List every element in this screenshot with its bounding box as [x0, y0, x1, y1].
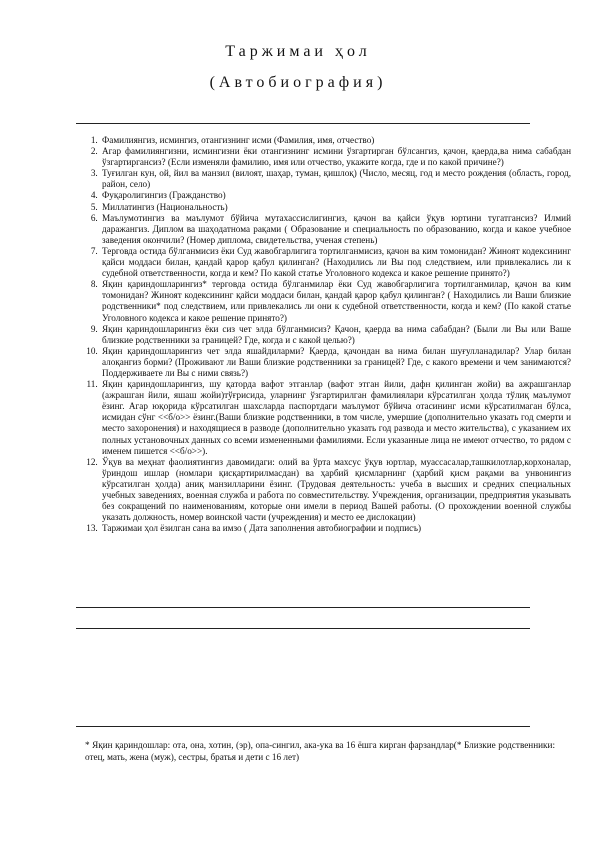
list-item: 13. Таржимаи ҳол ёзилган сана ва имзо ( Дата заполнения автобиографии и подписъ) — [100, 523, 571, 534]
signature-line — [76, 607, 530, 608]
questionnaire-list — [76, 135, 571, 534]
title-divider — [76, 123, 530, 124]
list-item: 7. Терговда остида бўлганмисиз ёки Суд жавобгарлигига тортилганмисиз, қачон ва ким томонидан? Жиноят кодексининг қайси моддаси билан, қандай қарор қабул қилинган? (Находились ли Вы под следствием, или привлекались ли к судебной ответственности, когда и кем? По какой статье Уголовного кодекса и какое решение принято?) — [100, 246, 571, 279]
list-item: 3. Туғилган кун, ой, йил ва манзил (вилоят, шаҳар, туман, қишлоқ) (Число, месяц, год и место рождения (область, город, район, село) — [100, 168, 571, 190]
list-item: 10. Яқин қариндошларингиз чет элда яшайдиларми? Қаерда, қачондан ва нима билан шуғулланадилар? Улар билан алоқангиз борми? (Проживают ли Ваши близкие родственники за границей? Где, с какого времени и чем занимаются? Поддерживаете ли Вы с ними связь?) — [100, 346, 571, 379]
list-item: 9. Яқин қариндошларингиз ёки сиз чет элда бўлганмисиз? Қачон, қаерда ва нима сабабдан? (Были ли Вы или Ваше близкие родственники за границей? Где, когда и с какой целью?) — [100, 324, 571, 346]
footnote: * Яқин қариндошлар: ота, она, хотин, (эр), опа-сингил, ака-ука ва 16 ёшга кирган фарзандлар(* Близкие родственники: отец, мать, жена (муж), сестры, братья и дети с 16 лет) — [85, 740, 555, 762]
document-title: Таржимаи ҳол — [225, 43, 371, 60]
footnote-divider — [76, 726, 530, 727]
list-item: 2. Агар фамилиянгизни, исмингизни ёки отангизнинг исмини ўзгартирган бўлсангиз, қачон, қаерда,ва нима сабабдан ўзгартиргансиз? (Если изменяли фамилию, имя или отчество, укажите когда, где и по какой причине?) — [100, 146, 571, 168]
list-item: 6. Маълумотингиз ва маълумот бўйича мутахассислигингиз, қачон ва қайси ўқув юртини тугатгансиз? Илмий даражангиз. Диплом ва шаҳодатнома рақами ( Образование и специальность по образованию, когда и какое учебное заведения окончили? (Номер диплома, свидетельства, ученая степень) — [100, 213, 571, 246]
signature-line — [76, 628, 530, 629]
list-item: 8. Яқин қариндошларингиз* терговда остида бўлганмилар ёки Суд жавобгарлигига тортилганмилар, қачон ва ким томонидан? Жиноят кодексининг қайси моддаси билан, қандай қарор қабул қилинган? ( Находились ли Ваши близкие родственники* под следствием, или привлекались ли они к судебной ответственности, когда и кем? (По какой статье Уголовного кодекса и какое решение принято?) — [100, 279, 571, 323]
list-item: 1. Фамилиянгиз, исмингиз, отангизнинг исми (Фамилия, имя, отчество) — [100, 135, 571, 146]
list-item: 11. Яқин қариндошларингиз, шу қаторда вафот этганлар (вафот этган йили, дафн қилинган жойи) ва ажрашганлар (ажрашган йили, яшаш жойи)тўғрисида, уларнинг ўзгартирилган фамилиялари кўрсатилган ҳолда тўлиқ маълумот ёзинг. Агар юқорида кўрсатилган шахсларда паспортдаги маълумот бўйича отасининг исми кўрсатилмаган бўлса, исмидан сўнг <<б/о>> ёзинг.(Ваши близкие родственники, в том числе, умершие (дополнительно указать год смерти и место захоронения) и находящиеся в разводе (дополнительно указать год развода и место жительства), с указанием их полных установочных данных со всеми измененными фамилиями. Если указанные лица не имеют отчество, то рядом с именем пишется <<б/о>>). — [100, 379, 571, 457]
list-item: 4. Фуқаролигингиз (Гражданство) — [100, 190, 571, 201]
list-item: 12. Ўқув ва меҳнат фаолиятингиз давомидаги: олий ва ўрта махсус ўқув юртлар, муассасалар,ташкилотлар,корхоналар, ўриндош ишлар (номлари қисқартирилмасдан) ва ҳарбий қисмларнинг (ҳарбий қисм рақами ва унвонингиз кўрсатилган ҳолда) аниқ манзилларини ёзинг. (Трудовая деятельность: учеба в высших и средних специальных учебных заведениях, военная служба и работа по совместительству. Учреждения, организации, предприятия указывать без сокращений по наименованиям, которые они имели в период Вашей работы. (О прохождении военной службы указать должность, номер воинской части (учреждения) и место ее дислокации) — [100, 457, 571, 524]
list-item: 5. Миллатингиз (Национальность) — [100, 202, 571, 213]
document-subtitle: (Автобиография) — [209, 74, 387, 91]
